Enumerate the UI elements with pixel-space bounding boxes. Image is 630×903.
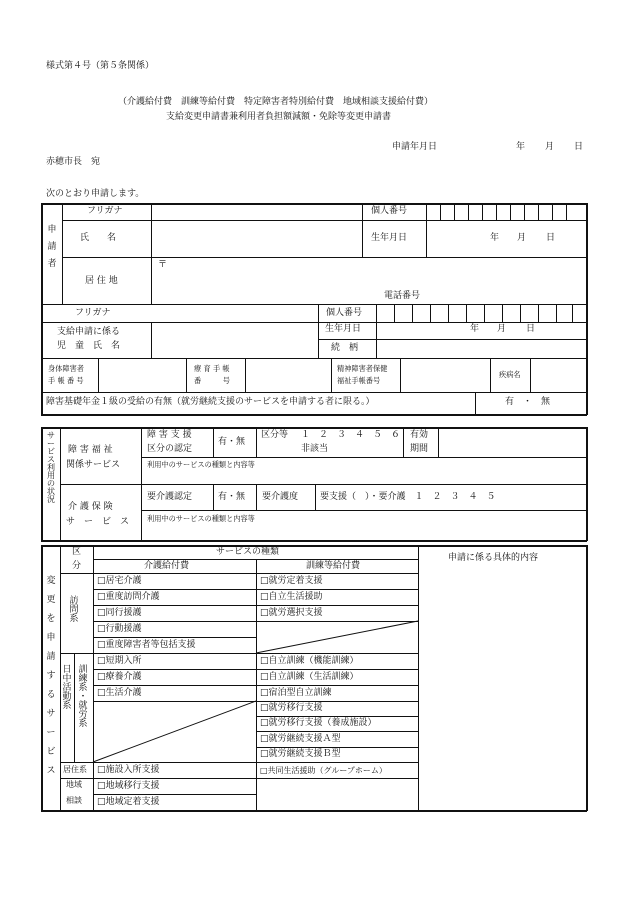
training-benefits-header: 訓練等給付費 bbox=[306, 561, 361, 571]
care-level-label: 要介護度 bbox=[262, 492, 299, 502]
group-nichu-label-b: 訓 練 系 ・ 就 労 系 bbox=[78, 665, 88, 729]
support-cert-yes-no: 有・無 bbox=[218, 437, 246, 447]
checkbox-doko-engo[interactable]: □同行援護 bbox=[97, 608, 142, 618]
physical-handbook-label-line2: 手 帳 番 号 bbox=[48, 376, 84, 385]
physical-handbook-label-line1: 身体障害者 bbox=[48, 364, 84, 373]
checkbox-chiiki-teichaku[interactable]: □地域定着支援 bbox=[97, 797, 160, 807]
mental-handbook-label-line2: 福祉手帳番号 bbox=[337, 376, 381, 385]
checkbox-judo-homon-kaigo[interactable]: □重度訪問介護 bbox=[97, 592, 160, 602]
checkbox-shukuhaku-jiritsu[interactable]: □宿泊型自立訓練 bbox=[260, 688, 332, 698]
checkbox-shuro-keizoku-a[interactable]: □就労継続支援Ａ型 bbox=[260, 734, 341, 744]
applicant-my-number-label: 個人番号 bbox=[371, 206, 408, 216]
group-chiiki-label-line1: 地域 bbox=[66, 780, 82, 789]
applicant-furigana-label: フリガナ bbox=[87, 206, 123, 216]
applicant-phone-label: 電話番号 bbox=[384, 291, 421, 301]
application-date-label: 申請年月日 bbox=[392, 142, 438, 152]
group-chiiki-label-line2: 相談 bbox=[66, 796, 82, 805]
checkbox-shuro-teichaku[interactable]: □就労定着支援 bbox=[260, 576, 323, 586]
application-date-day: 日 bbox=[574, 142, 584, 152]
postal-mark: 〒 bbox=[158, 260, 168, 270]
category-header-line2: 分 bbox=[72, 561, 82, 571]
addressee: 赤穂市長 宛 bbox=[46, 157, 101, 167]
checkbox-shisetsu-nyusho[interactable]: □施設入所支援 bbox=[97, 765, 160, 775]
child-furigana-label: フリガナ bbox=[75, 308, 111, 318]
care-level-options: 要支援（ ）・要介護 １ ２ ３ ４ ５ bbox=[320, 492, 496, 502]
care-insurance-label-line2: サ ー ビ ス bbox=[66, 517, 130, 527]
welfare-usage-label: 利用中のサービスの種類と内容等 bbox=[147, 460, 255, 469]
checkbox-shuro-iko-yosei[interactable]: □就労移行支援（養成施設） bbox=[260, 718, 377, 728]
group-nichu-label-a: 日 中 活 動 系 bbox=[62, 665, 72, 711]
child-birth-day: 日 bbox=[526, 324, 536, 334]
checkbox-jiritsu-kinou[interactable]: □自立訓練（機能訓練） bbox=[260, 656, 359, 666]
applicant-birth-year: 年 bbox=[490, 233, 500, 243]
checkbox-shuro-iko[interactable]: □就労移行支援 bbox=[260, 703, 323, 713]
child-birth-date-label: 生年月日 bbox=[325, 324, 362, 334]
checkbox-shuro-sentaku[interactable]: □就労選択支援 bbox=[260, 608, 323, 618]
service-types-header: サービスの種類 bbox=[216, 547, 280, 557]
form-title-line2: 支給変更申請書兼利用者負担額減額・免除等変更申請書 bbox=[166, 112, 392, 122]
care-benefits-header: 介護給付費 bbox=[144, 561, 190, 571]
mental-handbook-label-line1: 精神障害者保健 bbox=[337, 364, 388, 373]
valid-period-label-line1: 有効 bbox=[410, 430, 429, 440]
pension-question: 障害基礎年金１級の受給の有無（就労継続支援のサービスを申請する者に限る。） bbox=[46, 397, 375, 407]
disease-name-label: 疾病名 bbox=[499, 370, 521, 379]
intro-text: 次のとおり申請します。 bbox=[46, 189, 145, 199]
applicant-address-label: 居 住 地 bbox=[85, 276, 118, 286]
change-services-section-label: 変 更 を 申 請 す る サ ー ビ ス bbox=[46, 576, 56, 776]
applicant-birth-date-label: 生年月日 bbox=[371, 233, 408, 243]
applicant-birth-month: 月 bbox=[517, 233, 527, 243]
group-homon-label: 訪 問 系 bbox=[69, 596, 79, 624]
valid-period-label-line2: 期間 bbox=[410, 444, 429, 454]
checkbox-kyodo-seikatsu[interactable]: □共同生活援助（グループホーム） bbox=[260, 766, 387, 775]
care-cert-label: 要介護認定 bbox=[147, 492, 193, 502]
form-number: 様式第４号（第５条関係） bbox=[46, 61, 155, 71]
checkbox-shuro-keizoku-b[interactable]: □就労継続支援Ｂ型 bbox=[260, 749, 341, 759]
child-name-label-line2: 児 童 氏 名 bbox=[57, 341, 121, 351]
details-header: 申請に係る具体的内容 bbox=[448, 553, 539, 563]
checkbox-kodo-engo[interactable]: □行動援護 bbox=[97, 624, 142, 634]
welfare-services-label-line1: 障 害 福 祉 bbox=[68, 445, 113, 455]
application-date-month: 月 bbox=[545, 142, 555, 152]
checkbox-seikatsu-kaigo[interactable]: □生活介護 bbox=[97, 688, 142, 698]
child-relationship-label: 続 柄 bbox=[331, 343, 359, 353]
child-birth-year: 年 bbox=[470, 324, 480, 334]
pension-options: 有 ・ 無 bbox=[505, 397, 551, 407]
checkbox-jiritsu-seikatsu-enjo[interactable]: □自立生活援助 bbox=[260, 592, 323, 602]
application-date-year: 年 bbox=[516, 142, 526, 152]
checkbox-chiiki-iko[interactable]: □地域移行支援 bbox=[97, 781, 160, 791]
grade-options: １ ２ ３ ４ ５ ６ bbox=[301, 430, 401, 440]
child-name-label-line1: 支給申請に係る bbox=[57, 327, 121, 337]
checkbox-tanki-nyusho[interactable]: □短期入所 bbox=[97, 656, 142, 666]
checkbox-jiritsu-seikatsu[interactable]: □自立訓練（生活訓練） bbox=[260, 672, 359, 682]
grade-label: 区分等 bbox=[261, 430, 289, 440]
support-cert-label-line1: 障 害 支 援 bbox=[147, 430, 192, 440]
applicant-name-label: 氏 名 bbox=[80, 233, 117, 243]
care-usage-label: 利用中のサービスの種類と内容等 bbox=[147, 514, 255, 523]
welfare-services-label-line2: 関係サービス bbox=[66, 460, 121, 470]
care-insurance-label-line1: 介 護 保 険 bbox=[68, 502, 113, 512]
form-title-line1: （介護給付費 訓練等給付費 特定障害者特別給付費 地域相談支援給付費） bbox=[118, 97, 434, 107]
child-birth-month: 月 bbox=[497, 324, 507, 334]
category-header-line1: 区 bbox=[72, 547, 82, 557]
grade-not-applicable: 非該当 bbox=[301, 444, 329, 454]
checkbox-judo-hokatsu-shien[interactable]: □重度障害者等包括支援 bbox=[97, 640, 196, 650]
ryoiku-handbook-label-line1: 療 育 手 帳 bbox=[194, 364, 230, 373]
child-my-number-label: 個人番号 bbox=[326, 308, 363, 318]
ryoiku-handbook-label-line2: 番 号 bbox=[194, 376, 230, 385]
support-cert-label-line2: 区分の認定 bbox=[147, 444, 193, 454]
care-cert-yes-no: 有・無 bbox=[218, 492, 246, 502]
checkbox-kyotaku-kaigo[interactable]: □居宅介護 bbox=[97, 576, 142, 586]
group-kyoju-label: 居住系 bbox=[63, 765, 87, 774]
service-status-section-label: サ ー ビ ス 利 用 の 状 況 bbox=[47, 431, 55, 504]
applicant-birth-day: 日 bbox=[546, 233, 556, 243]
applicant-section-label: 申 請 者 bbox=[47, 225, 57, 269]
checkbox-ryoyo-kaigo[interactable]: □療養介護 bbox=[97, 672, 142, 682]
